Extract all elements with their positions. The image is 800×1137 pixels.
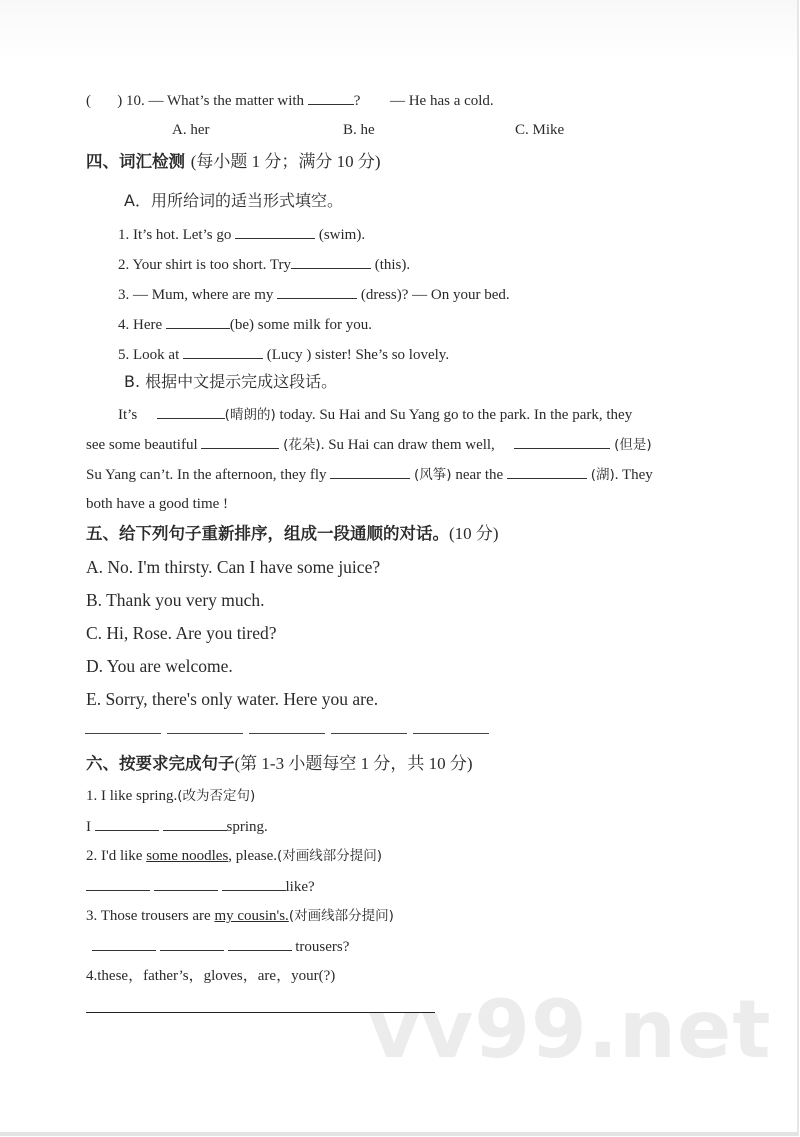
part-a-item-4: 4. Here (be) some milk for you.	[118, 314, 372, 335]
answer-blank[interactable]	[308, 90, 354, 105]
part-a-item-1: 1. It’s hot. Let’s go (swim).	[118, 224, 365, 245]
part-b-line-2: see some beautiful (花朵). Su Hai can draw them well, (但是)	[86, 434, 652, 455]
dialog-sentence-a: A. No. I'm thirsty. Can I have some juice?	[86, 557, 381, 577]
option-a: A. her	[172, 122, 210, 138]
answer-blank[interactable]	[163, 816, 227, 831]
s6-question-3: 3. Those trousers are my cousin's.(对画线部分提问)	[86, 908, 394, 924]
watermark: vv99.net	[368, 983, 772, 1076]
answer-blank[interactable]	[160, 936, 224, 951]
part-a-item-3: 3. — Mum, where are my (dress)? — On your bed.	[118, 284, 510, 305]
s6-answer-2: like?	[86, 876, 315, 897]
s6-question-2: 2. I'd like some noodles, please.(对画线部分提问)	[86, 848, 383, 864]
underlined-phrase: some noodles	[146, 848, 229, 864]
order-blank-2[interactable]	[167, 733, 243, 734]
answer-blank[interactable]	[201, 434, 279, 449]
order-answer-blanks	[85, 733, 489, 734]
option-c: C. Mike	[515, 122, 565, 138]
answer-blank[interactable]	[157, 404, 225, 419]
question-10: ( ) 10. — What’s the matter with ? — He has a cold.	[86, 90, 494, 111]
part-b-line-1: It’s (晴朗的) today. Su Hai and Su Yang go to the park. In the park, they	[118, 404, 632, 425]
part-b-title: B. 根据中文提示完成这段话。	[124, 372, 338, 391]
underlined-phrase: my cousin's.	[214, 908, 289, 924]
order-blank-4[interactable]	[331, 733, 407, 734]
part-b-line-3: Su Yang can’t. In the afternoon, they fly (风筝) near the (湖). They	[86, 464, 653, 485]
part-a-item-5: 5. Look at (Lucy ) sister! She’s so lovely.	[118, 344, 449, 365]
s6-answer-1: I spring.	[86, 816, 268, 837]
answer-paren: ( )	[86, 93, 123, 109]
answer-blank[interactable]	[154, 876, 218, 891]
part-a-title: A．用所给词的适当形式填空。	[124, 191, 343, 210]
answer-blank[interactable]	[235, 224, 315, 239]
answer-blank[interactable]	[277, 284, 357, 299]
s6-answer-3: trousers?	[92, 936, 349, 957]
answer-blank[interactable]	[166, 314, 230, 329]
dialog-sentence-b: B. Thank you very much.	[86, 590, 265, 610]
order-blank-3[interactable]	[249, 733, 325, 734]
part-b-line-4: both have a good time !	[86, 496, 229, 512]
section-4-heading: 四、词汇检测 (每小题 1 分；满分 10 分)	[86, 152, 381, 171]
answer-blank[interactable]	[514, 434, 610, 449]
answer-blank[interactable]	[507, 464, 587, 479]
part-a-item-2: 2. Your shirt is too short. Try (this).	[118, 254, 410, 275]
dialog-sentence-e: E. Sorry, there's only water. Here you are.	[86, 689, 379, 709]
answer-blank[interactable]	[222, 876, 286, 891]
answer-blank[interactable]	[330, 464, 410, 479]
answer-blank[interactable]	[183, 344, 263, 359]
answer-blank[interactable]	[86, 876, 150, 891]
order-blank-1[interactable]	[85, 733, 161, 734]
order-blank-5[interactable]	[413, 733, 489, 734]
dialog-sentence-d: D. You are welcome.	[86, 656, 233, 676]
s6-question-4: 4.these，father’s，gloves，are，your(?)	[86, 968, 336, 984]
answer-blank[interactable]	[92, 936, 156, 951]
s6-question-1: 1. I like spring.(改为否定句)	[86, 788, 256, 804]
answer-blank[interactable]	[291, 254, 371, 269]
dialog-sentence-c: C. Hi, Rose. Are you tired?	[86, 623, 277, 643]
option-b: B. he	[343, 122, 375, 138]
section-5-heading: 五、给下列句子重新排序，组成一段通顺的对话。(10 分)	[86, 524, 499, 543]
section-6-heading: 六、按要求完成句子(第 1-3 小题每空 1 分，共 10 分)	[86, 754, 473, 773]
answer-blank[interactable]	[228, 936, 292, 951]
answer-blank[interactable]	[95, 816, 159, 831]
